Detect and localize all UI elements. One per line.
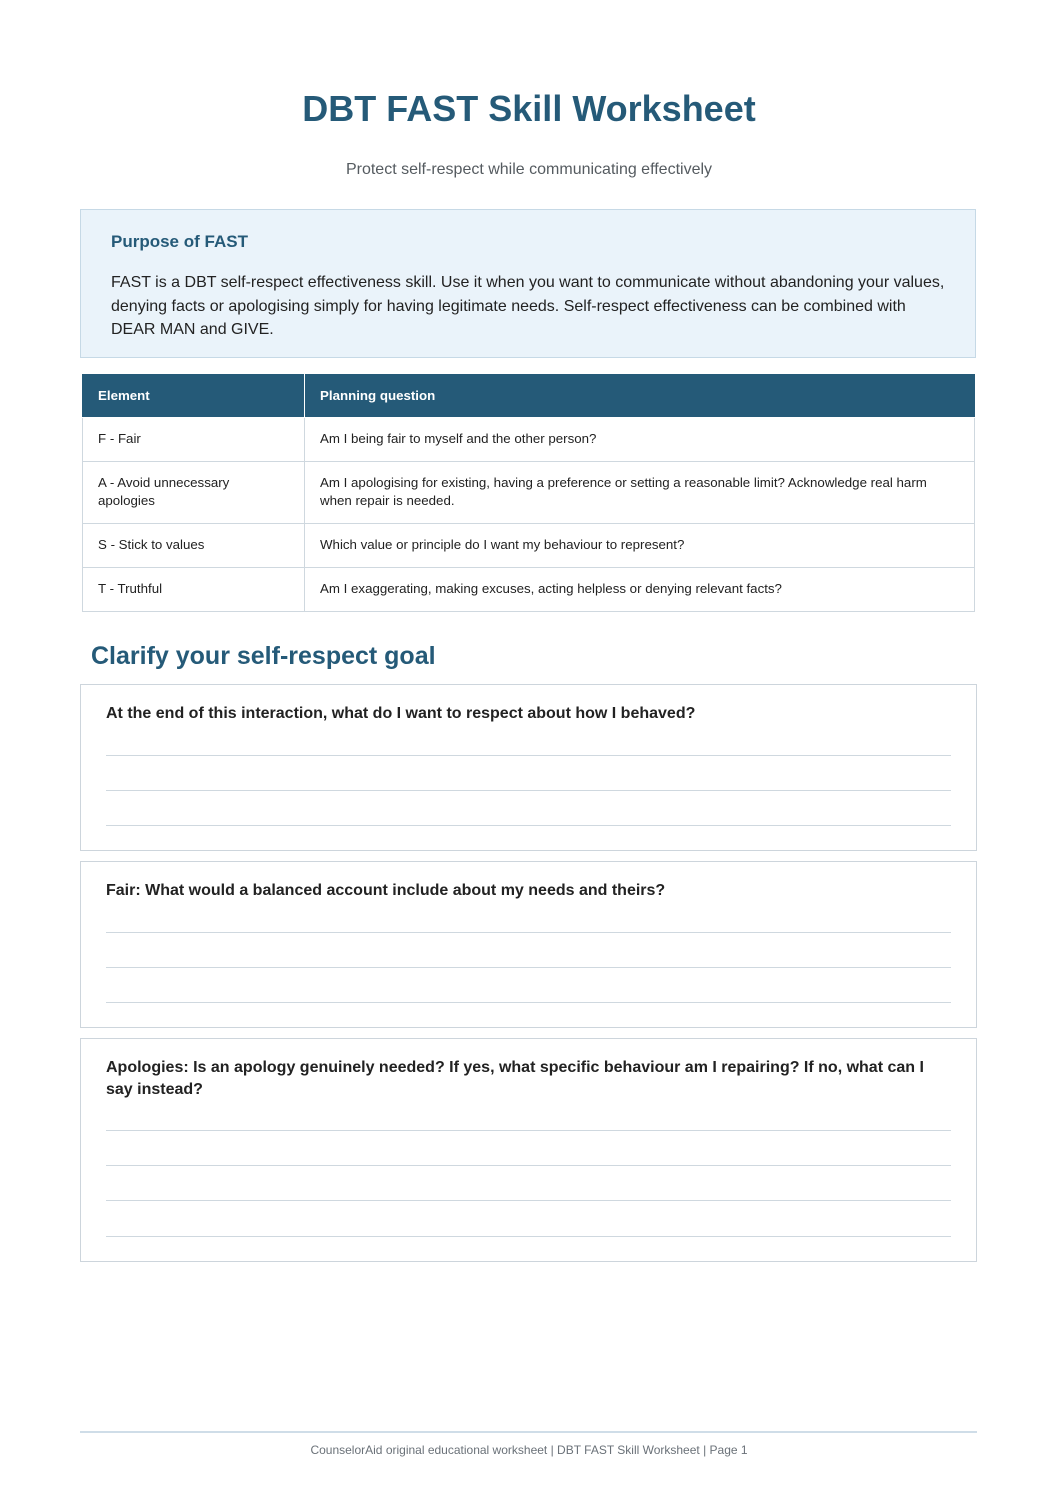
header-planning-question: Planning question <box>305 374 975 417</box>
question-text: Apologies: Is an apology genuinely needed? If yes, what specific behaviour am I repairing? If no, what can I say instead? <box>106 1059 924 1098</box>
question-cell: Am I apologising for existing, having a preference or setting a reasonable limit? Acknowledge real harm when repair is needed. <box>305 461 975 523</box>
question-box-fair <box>80 861 977 1028</box>
writing-line[interactable] <box>106 1002 951 1003</box>
page-subtitle: Protect self-respect while communicating effectively <box>345 161 713 178</box>
writing-line[interactable] <box>106 1236 951 1237</box>
purpose-box <box>80 209 976 358</box>
table-row <box>83 461 975 523</box>
writing-line[interactable] <box>106 932 951 933</box>
question-cell: Am I being fair to myself and the other person? <box>305 417 975 461</box>
page-footer: CounselorAid original educational worksheet | DBT FAST Skill Worksheet | Page 1 <box>310 1443 748 1457</box>
writing-line[interactable] <box>106 755 951 756</box>
fast-table <box>82 374 975 612</box>
footer-divider <box>80 1431 977 1433</box>
purpose-text: FAST is a DBT self-respect effectiveness skill. Use it when you want to communicate without abandoning your values, denying facts or apologising simply for having legitimate needs. Self-respect effectiveness can be combined with DEAR MAN and GIVE. <box>111 274 945 338</box>
question-cell: Which value or principle do I want my behaviour to represent? <box>305 523 975 567</box>
question-box-goal <box>80 684 977 851</box>
writing-line[interactable] <box>106 1130 951 1131</box>
question-cell: Am I exaggerating, making excuses, acting helpless or denying relevant facts? <box>305 567 975 611</box>
writing-line[interactable] <box>106 967 951 968</box>
element-cell: A - Avoid unnecessary apologies <box>83 461 305 523</box>
writing-line[interactable] <box>106 790 951 791</box>
element-cell: F - Fair <box>83 417 305 461</box>
table-row <box>83 523 975 567</box>
table-row <box>83 417 975 461</box>
section-heading: Clarify your self-respect goal <box>91 642 436 670</box>
question-box-apologies <box>80 1038 977 1262</box>
question-text: Fair: What would a balanced account include about my needs and theirs? <box>106 882 666 899</box>
element-cell: S - Stick to values <box>83 523 305 567</box>
table-header-row <box>83 374 975 417</box>
writing-line[interactable] <box>106 1200 951 1201</box>
writing-line[interactable] <box>106 825 951 826</box>
element-cell: T - Truthful <box>83 567 305 611</box>
question-text: At the end of this interaction, what do I want to respect about how I behaved? <box>106 705 696 722</box>
table-row <box>83 567 975 611</box>
page-title: DBT FAST Skill Worksheet <box>302 88 756 129</box>
purpose-heading: Purpose of FAST <box>111 232 248 251</box>
header-element: Element <box>83 374 305 417</box>
writing-line[interactable] <box>106 1165 951 1166</box>
